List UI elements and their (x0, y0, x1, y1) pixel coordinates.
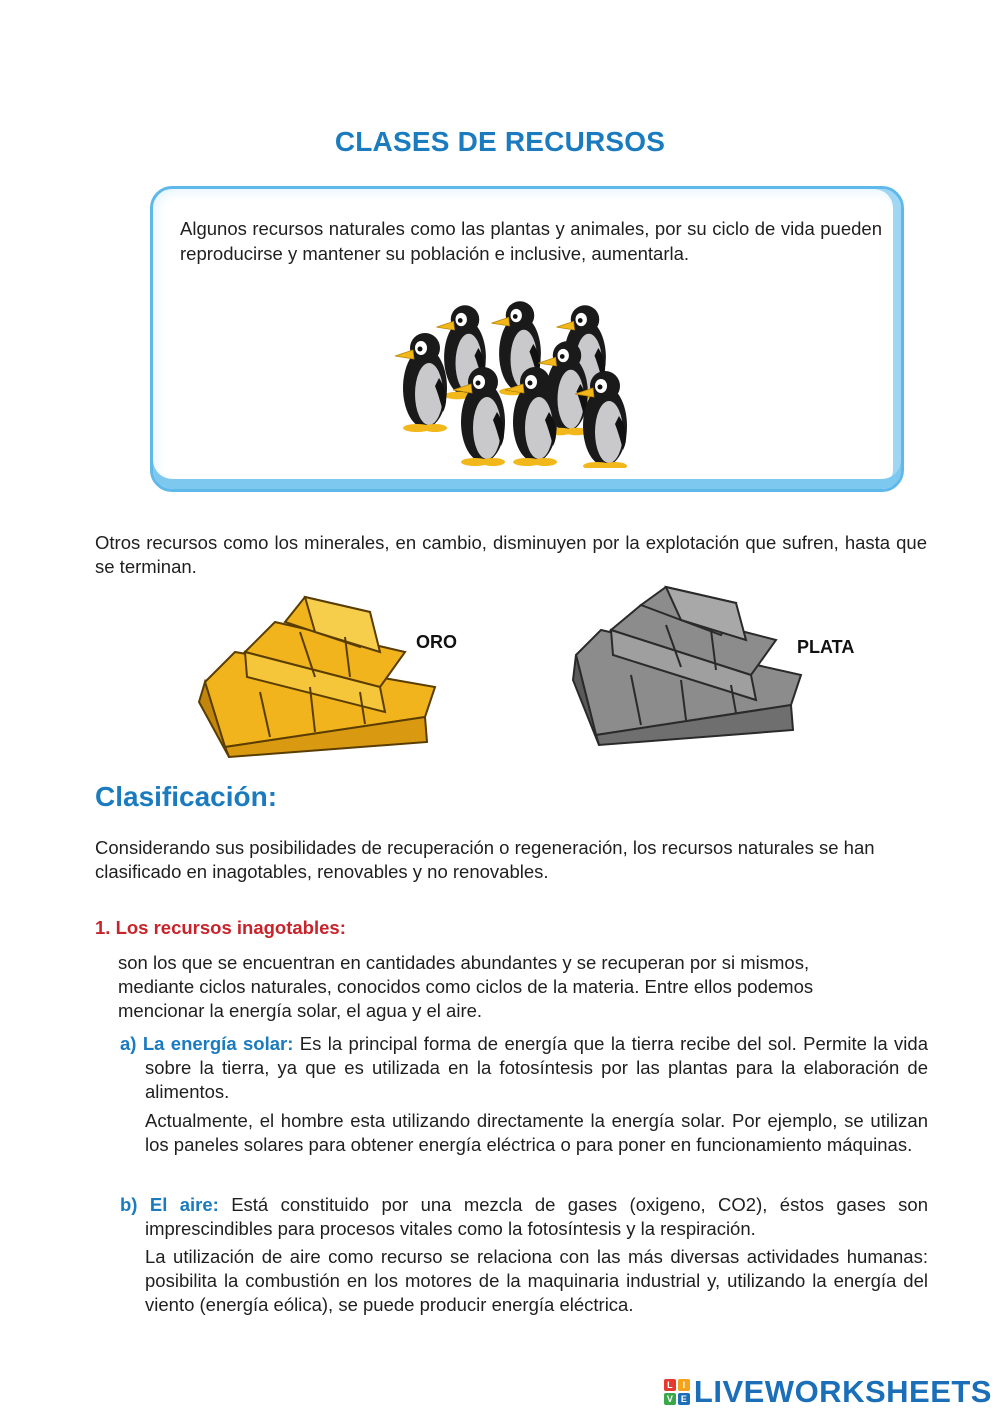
inexhaustible-heading: 1. Los recursos inagotables: (95, 917, 346, 938)
logo-text: LIVEWORKSHEETS (693, 1374, 992, 1409)
solar-text-2: Actualmente, el hombre esta utilizando directamente la energía solar. Por ejemplo, se utilizan los paneles solares para obtener energía eléctrica o para poner en funcionamiento máquinas. (145, 1110, 928, 1155)
silver-label: PLATA (797, 637, 855, 657)
air-text-2: La utilización de aire como recurso se relaciona con las más diversas actividades humanas: posibilita la combustión en los motores de la maquinaria industrial y, utilizando la energía del viento (energía eólica), se puede producir energía eléctrica. (145, 1246, 928, 1315)
intro-text: Algunos recursos naturales como las plantas y animales, por su ciclo de vida pueden reproducirse y mantener su población e inclusive, aumentarla. (180, 218, 882, 264)
air-text: Está constituido por una mezcla de gases (oxigeno, CO2), éstos gases son imprescindibles para procesos vitales como la fotosíntesis y la respiración. (145, 1194, 928, 1239)
gold-bars-image (195, 592, 439, 758)
inexhaustible-text: son los que se encuentran en cantidades abundantes y se recuperan por si mismos, mediante ciclos naturales, conocidos como ciclos de la materia. Entre ellos podemos mencionar la energía solar, el agua y el aire. (118, 952, 814, 1021)
classification-text: Considerando sus posibilidades de recuperación o regeneración, los recursos naturales se han clasificado en inagotables, renovables y no renovables. (95, 837, 875, 882)
penguins-illustration (385, 286, 635, 468)
silver-bars-image (571, 585, 803, 747)
air-label: b) El aire: (120, 1194, 219, 1215)
classification-heading: Clasificación: (95, 781, 278, 812)
solar-label: a) La energía solar: (120, 1033, 294, 1054)
page-title: CLASES DE RECURSOS (334, 126, 666, 157)
penguin (395, 333, 447, 432)
air-paragraph (120, 1193, 928, 1241)
gold-label: ORO (416, 632, 458, 652)
solar-paragraph (120, 1032, 928, 1104)
logo-mark-icon: L I V E (664, 1379, 690, 1405)
minerals-text: Otros recursos como los minerales, en cambio, disminuyen por la explotación que sufren, hasta que se terminan. (95, 532, 927, 577)
liveworksheets-logo[interactable] (664, 1374, 992, 1410)
solar-text: Es la principal forma de energía que la tierra recibe del sol. Permite la vida sobre la tierra, ya que es utilizada en la fotosíntesis por las plantas para la elaboración de alimentos. (145, 1033, 928, 1102)
